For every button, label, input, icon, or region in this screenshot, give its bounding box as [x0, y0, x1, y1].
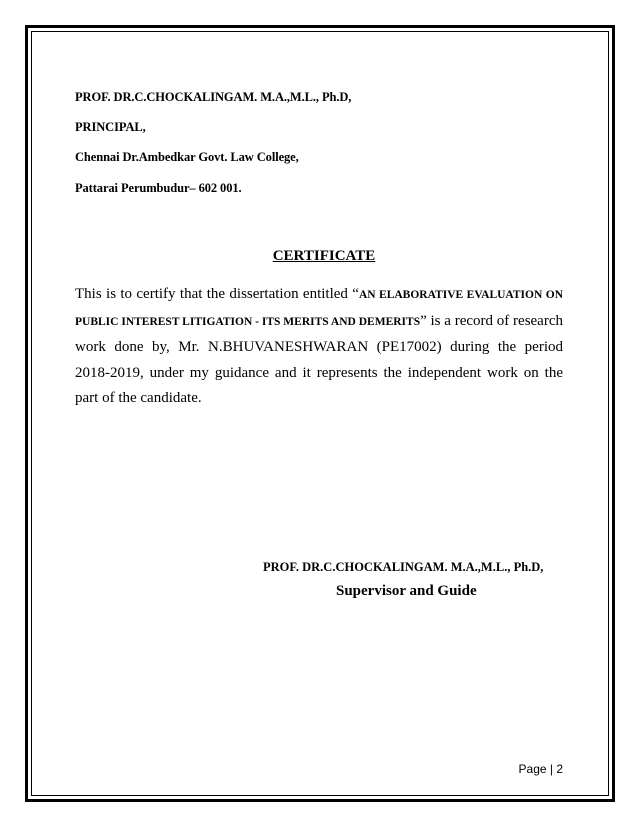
certificate-text-rest: ” is a record of research work done by, Mr. N.BHUVANESHWARAN (PE17002) during the period 2018-2019, under my guidance and it represents the independent work on the part of the candidate.: [75, 312, 563, 406]
letterhead-position: PRINCIPAL,: [75, 120, 146, 134]
certificate-body: [75, 282, 563, 412]
letterhead-name: PROF. DR.C.CHOCKALINGAM. M.A.,M.L., Ph.D,: [75, 90, 352, 104]
certificate-text-intro: This is to certify that the dissertation entitled “: [75, 286, 359, 302]
signatory-role: Supervisor and Guide: [336, 583, 477, 599]
dissertation-title: AN ELABORATIVE EVALUATION ON PUBLIC INTEREST LITIGATION - ITS MERITS AND DEMERITS: [75, 289, 563, 328]
letterhead-institution: Chennai Dr.Ambedkar Govt. Law College,: [75, 150, 299, 164]
letterhead-address: Pattarai Perumbudur– 602 001.: [75, 181, 242, 195]
signatory-name: PROF. DR.C.CHOCKALINGAM. M.A.,M.L., Ph.D,: [263, 560, 544, 574]
page-number: Page | 2: [518, 762, 563, 776]
page-border-inner: [31, 31, 609, 796]
certificate-title: CERTIFICATE: [272, 248, 376, 264]
